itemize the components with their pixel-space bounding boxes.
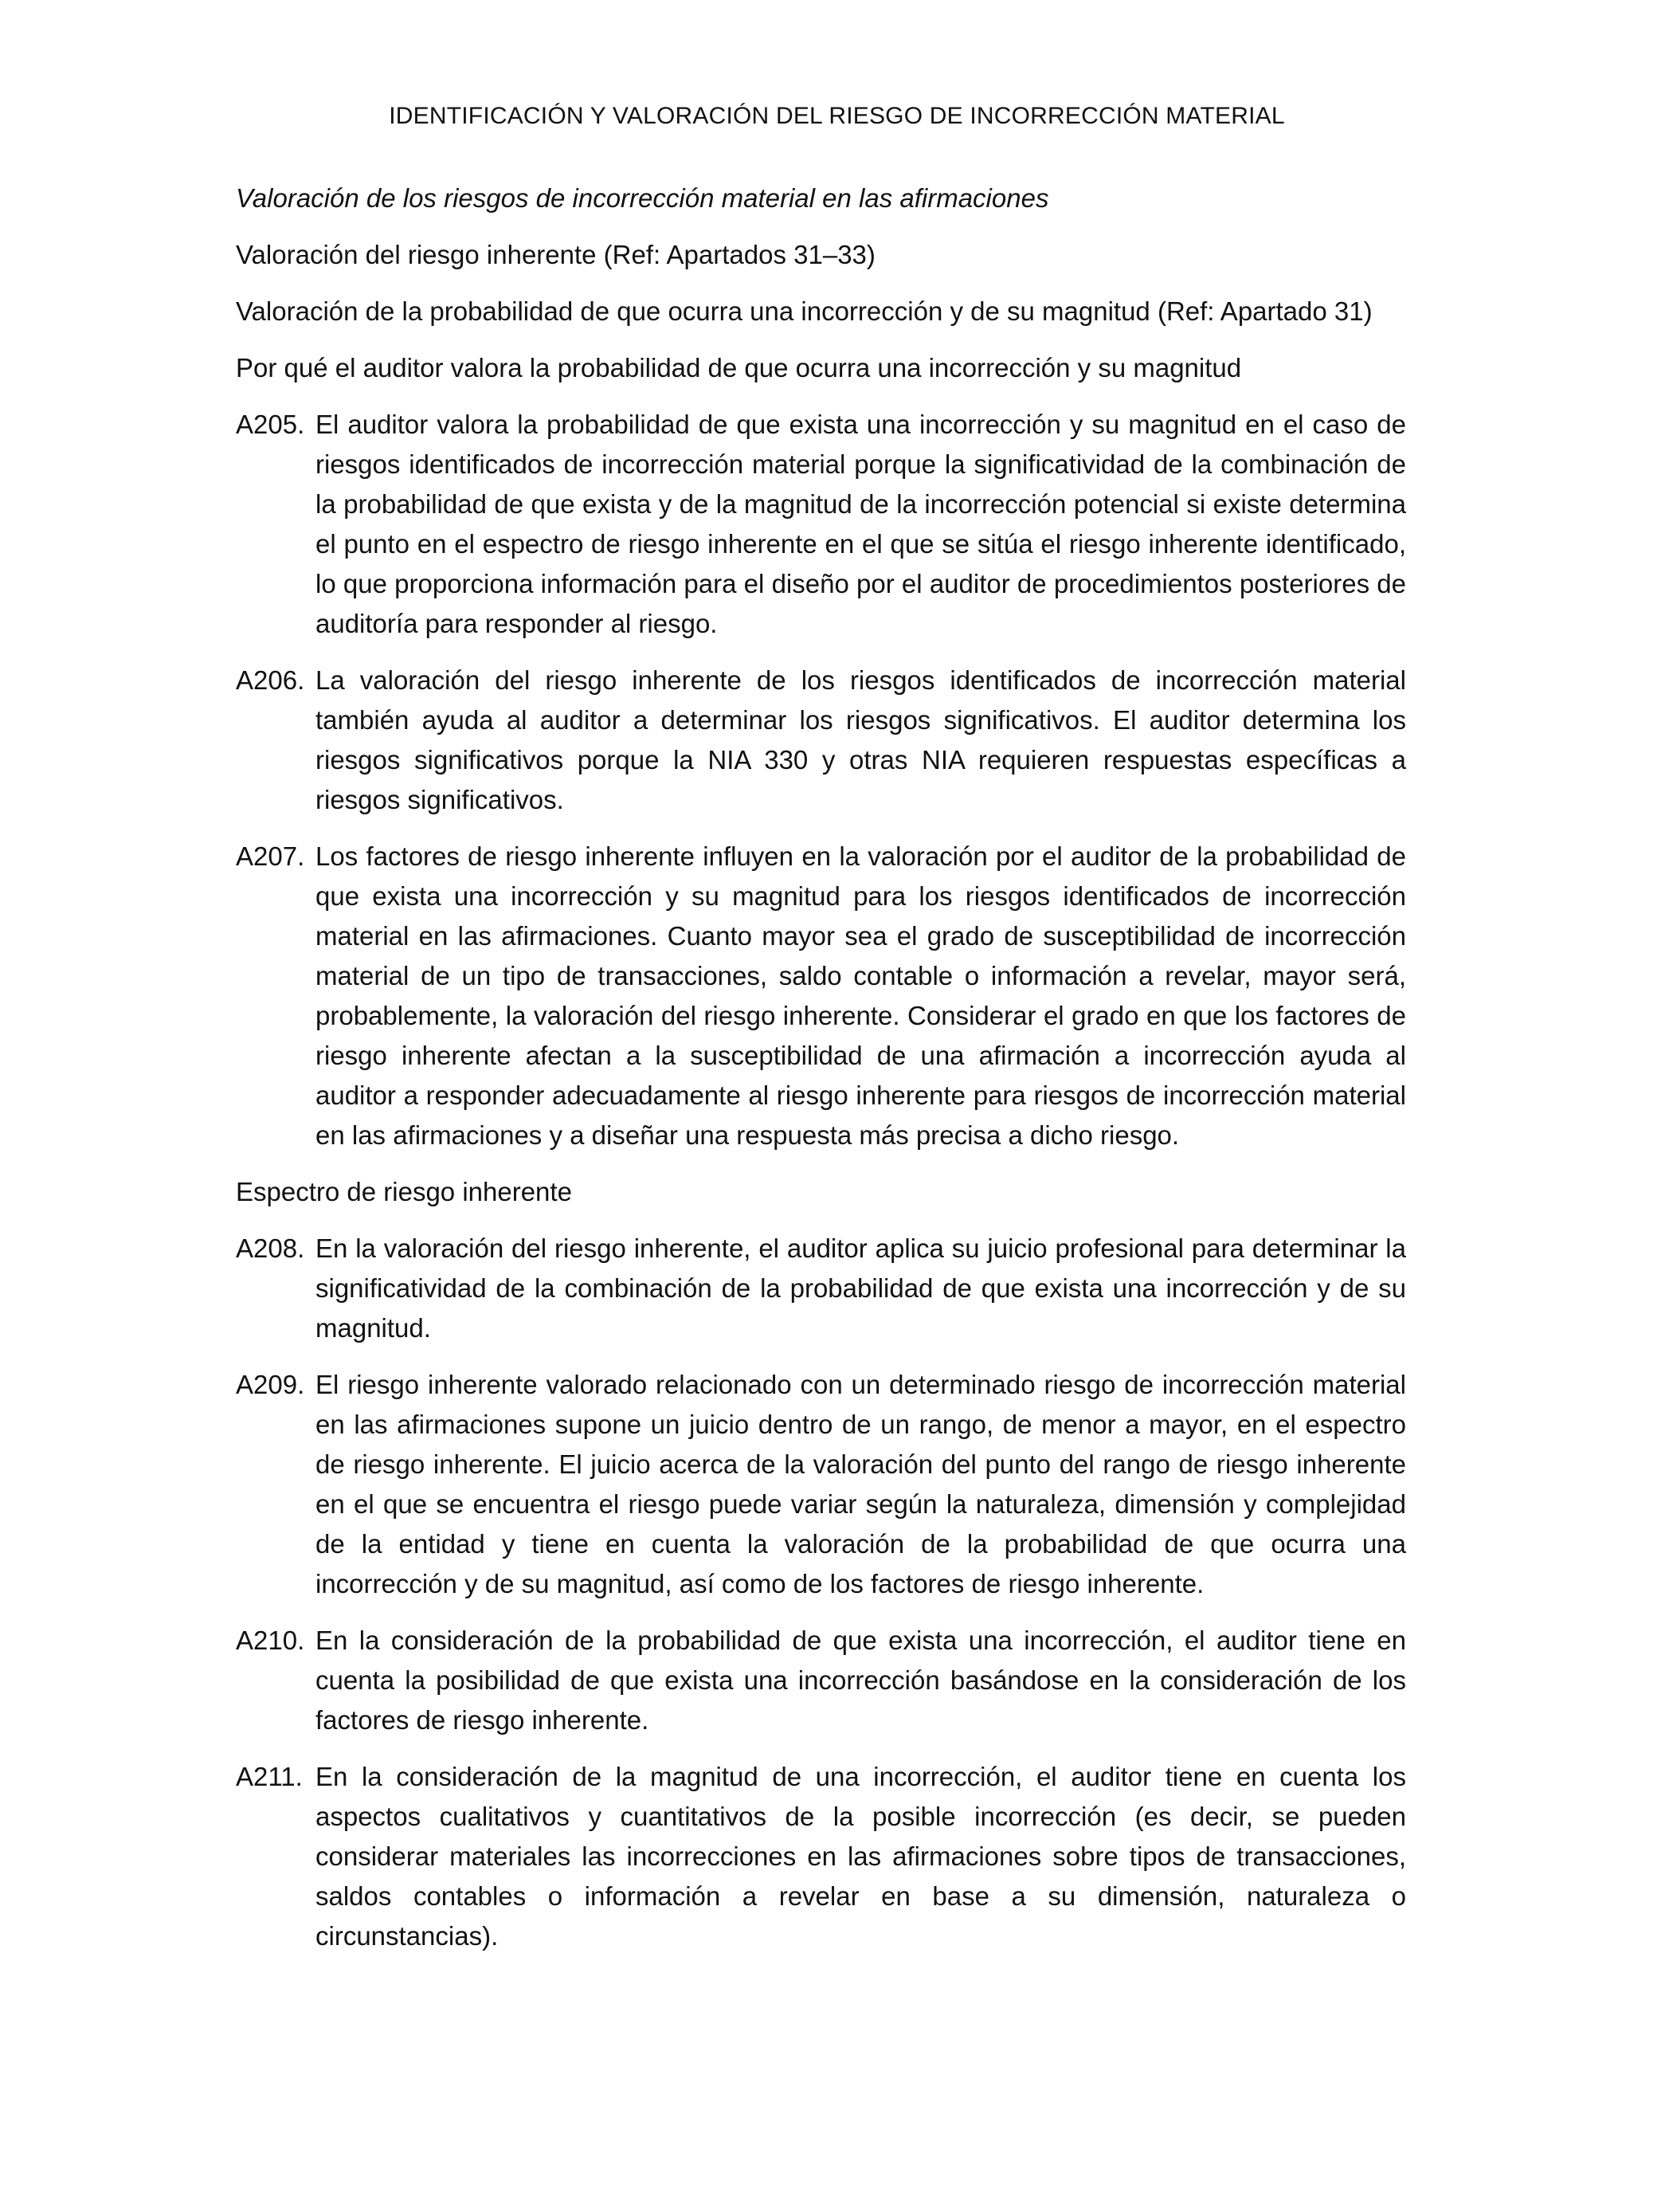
paragraph-number: A209. xyxy=(236,1370,305,1399)
paragraph-text: El riesgo inherente valorado relacionado con un determinado riesgo de incorrección material en las afirmaciones supone un juicio dentro de un rango, de menor a mayor, en el espectro de riesgo inherente. El juicio acerca de la valoración del punto del rango de riesgo inherente en el que se encuentra el riesgo puede variar según la naturaleza, dimensión y complejidad de la entidad y tiene en cuenta la valoración de la probabilidad de que ocurra una incorrección y de su magnitud, así como de los factores de riesgo inherente. xyxy=(315,1370,1406,1598)
paragraph-number: A210. xyxy=(236,1626,305,1655)
paragraph-a209 xyxy=(236,1365,1406,1604)
question-title: Por qué el auditor valora la probabilidad de que ocurra una incorrección y su magnitud xyxy=(236,353,1242,382)
running-header: IDENTIFICACIÓN Y VALORACIÓN DEL RIESGO DE INCORRECCIÓN MATERIAL xyxy=(389,103,1285,129)
paragraph-a211 xyxy=(236,1757,1406,1956)
subsection-title: Valoración del riesgo inherente (Ref: Apartados 31–33) xyxy=(236,240,876,269)
paragraph-number: A207. xyxy=(236,841,305,871)
sub-subsection-title: Valoración de la probabilidad de que ocurra una incorrección y de su magnitud (Ref: Apartado 31) xyxy=(236,296,1373,326)
paragraph-a208 xyxy=(236,1229,1406,1348)
paragraph-text: La valoración del riesgo inherente de los riesgos identificados de incorrección material también ayuda al auditor a determinar los riesgos significativos. El auditor determina los riesgos significativos porque la NIA 330 y otras NIA requieren respuestas específicas a riesgos significativos. xyxy=(315,665,1406,814)
paragraph-a205 xyxy=(236,405,1406,644)
paragraph-text: Los factores de riesgo inherente influyen en la valoración por el auditor de la probabilidad de que exista una incorrección y su magnitud para los riesgos identificados de incorrección material en las afirmaciones. Cuanto mayor sea el grado de susceptibilidad de incorrección material de un tipo de transacciones, saldo contable o información a revelar, mayor será, probablemente, la valoración del riesgo inherente. Considerar el grado en que los factores de riesgo inherente afectan a la susceptibilidad de una afirmación a incorrección ayuda al auditor a responder adecuadamente al riesgo inherente para riesgos de incorrección material en las afirmaciones y a diseñar una respuesta más precisa a dicho riesgo. xyxy=(315,841,1406,1150)
paragraph-a207 xyxy=(236,837,1406,1155)
spectrum-title: Espectro de riesgo inherente xyxy=(236,1177,572,1206)
paragraph-text: El auditor valora la probabilidad de que exista una incorrección y su magnitud en el caso de riesgos identificados de incorrección material porque la significatividad de la combinación de la probabilidad de que exista y de la magnitud de la incorrección potencial si existe determina el punto en el espectro de riesgo inherente en el que se sitúa el riesgo inherente identificado, lo que proporciona información para el diseño por el auditor de procedimientos posteriores de auditoría para responder al riesgo. xyxy=(315,410,1406,638)
paragraph-number: A211. xyxy=(236,1762,303,1791)
paragraph-number: A208. xyxy=(236,1233,305,1263)
paragraph-number: A206. xyxy=(236,665,305,695)
paragraph-a206 xyxy=(236,661,1406,820)
paragraph-a210 xyxy=(236,1621,1406,1740)
paragraph-number: A205. xyxy=(236,410,305,439)
paragraph-text: En la consideración de la magnitud de una incorrección, el auditor tiene en cuenta los aspectos cualitativos y cuantitativos de la posible incorrección (es decir, se pueden considerar materiales las incorrecciones en las afirmaciones sobre tipos de transacciones, saldos contables o información a revelar en base a su dimensión, naturaleza o circunstancias). xyxy=(315,1762,1406,1951)
section-title: Valoración de los riesgos de incorrección material en las afirmaciones xyxy=(236,183,1049,213)
paragraph-text: En la consideración de la probabilidad de que exista una incorrección, el auditor tiene en cuenta la posibilidad de que exista una incorrección basándose en la consideración de los factores de riesgo inherente. xyxy=(315,1626,1406,1735)
paragraph-text: En la valoración del riesgo inherente, el auditor aplica su juicio profesional para determinar la significatividad de la combinación de la probabilidad de que exista una incorrección y de su magnitud. xyxy=(315,1233,1406,1343)
